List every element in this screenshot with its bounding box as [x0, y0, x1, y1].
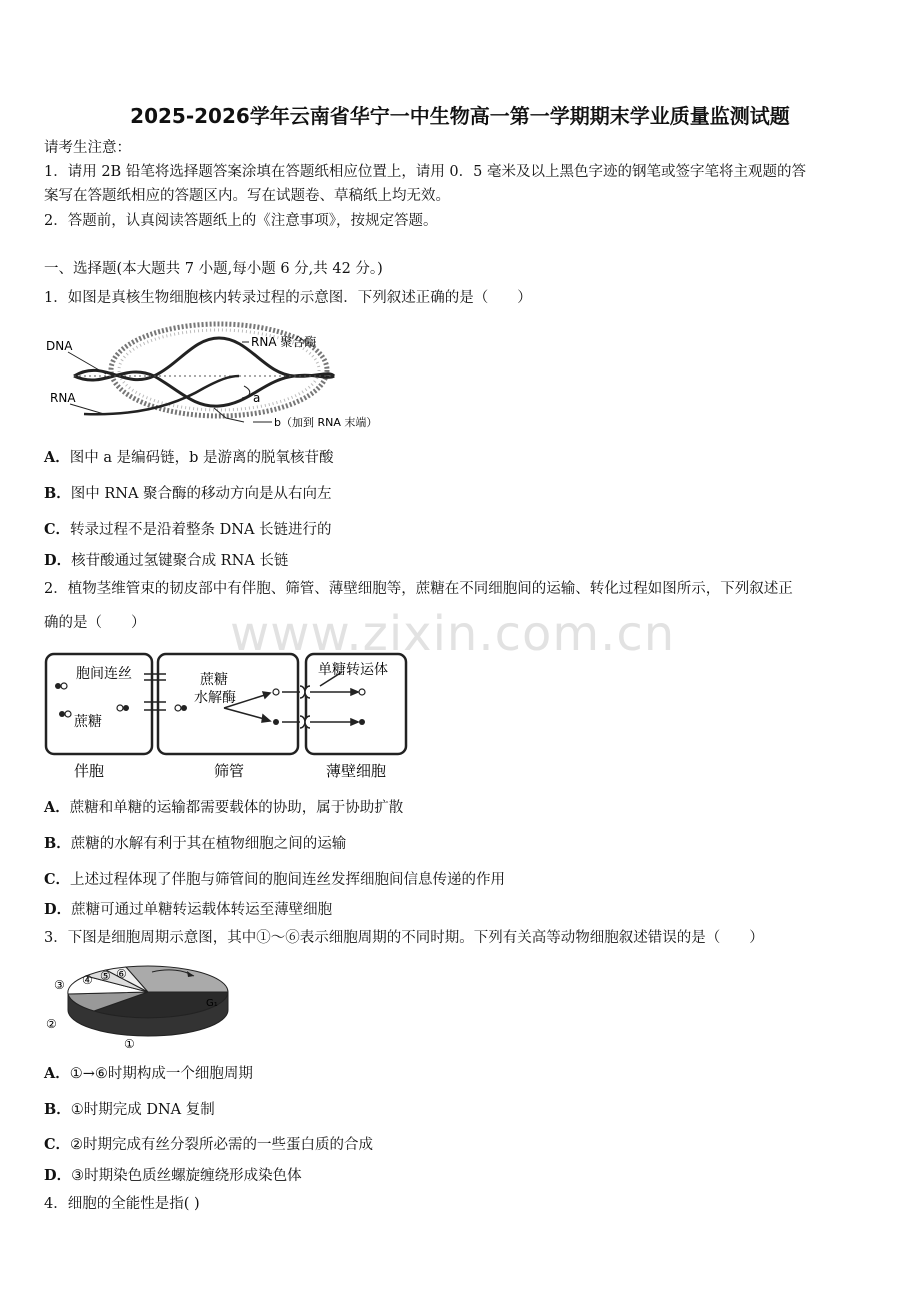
option-text: 图中 a 是编码链，b 是游离的脱氧核苷酸	[69, 450, 334, 466]
plasmodesmata-label: 胞间连丝	[76, 666, 132, 682]
cell-cycle-diagram	[44, 962, 234, 1054]
option-letter: D．	[44, 552, 72, 569]
option-letter: A．	[44, 799, 70, 816]
q1-option-b[interactable]	[44, 482, 332, 503]
sieve-tube-label: 筛管	[214, 762, 245, 780]
notice-item-2: 2．答题前，认真阅读答题纸上的《注意事项》，按规定答题。	[44, 213, 438, 229]
q1-option-c[interactable]	[44, 518, 332, 539]
q3-option-c[interactable]	[44, 1133, 373, 1154]
question-2-stem-cont: 确的是（ ）	[44, 615, 146, 631]
option-letter: D．	[44, 1167, 72, 1184]
option-text: 图中 RNA 聚合酶的移动方向是从右向左	[70, 486, 332, 502]
option-letter: B．	[44, 835, 71, 852]
rna-polymerase-label: RNA 聚合酶	[251, 335, 317, 349]
option-letter: B．	[44, 485, 71, 502]
option-letter: D．	[44, 901, 72, 918]
option-text: 核苷酸通过氢键聚合成 RNA 长链	[71, 553, 289, 569]
q2-option-c[interactable]	[44, 868, 505, 889]
phase-5-label: ⑤	[100, 969, 111, 983]
phase-6-label: ⑥	[116, 967, 127, 981]
option-text: ①时期完成 DNA 复制	[70, 1102, 215, 1118]
option-text: 蔗糖的水解有利于其在植物细胞之间的运输	[70, 836, 347, 852]
option-text: 蔗糖可通过单糖转运载体转运至薄壁细胞	[71, 902, 333, 918]
companion-cell-label: 伴胞	[74, 762, 105, 780]
q2-option-b[interactable]	[44, 832, 346, 853]
option-letter: C．	[44, 521, 71, 538]
notice-item-1: 1．请用 2B 铅笔将选择题答案涂填在答题纸相应位置上，请用 0．5 毫米及以上黑色字迹的钢笔或签字笔将主观题的答	[44, 164, 806, 180]
dna-label: DNA	[46, 339, 73, 353]
option-letter: C．	[44, 871, 71, 888]
option-text: ③时期染色质丝螺旋缠绕形成染色体	[71, 1168, 302, 1184]
option-letter: B．	[44, 1101, 71, 1118]
question-2-stem: 2．植物茎维管束的韧皮部中有伴胞、筛管、薄壁细胞等，蔗糖在不同细胞间的运输、转化过程如图所示，下列叙述正	[44, 581, 793, 597]
option-text: 上述过程体现了伴胞与筛管间的胞间连丝发挥细胞间信息传递的作用	[70, 872, 506, 888]
option-letter: A．	[44, 449, 70, 466]
g1-label: G₁	[206, 998, 218, 1009]
phase-2-label: ②	[46, 1017, 57, 1031]
sucrase-label-1: 蔗糖	[200, 672, 228, 688]
nucleotide-b-label: b（加到 RNA 末端）	[274, 416, 378, 429]
notice-item-1-cont: 案写在答题纸相应的答题区内。写在试题卷、草稿纸上均无效。	[44, 188, 450, 204]
option-text: ①→⑥时期构成一个细胞周期	[69, 1066, 253, 1082]
notice-heading: 请考生注意：	[44, 140, 131, 156]
parenchyma-label: 薄壁细胞	[326, 762, 387, 780]
option-letter: C．	[44, 1136, 71, 1153]
watermark: www.zixin.com.cn	[230, 606, 676, 662]
phase-4-label: ④	[82, 973, 93, 987]
q1-option-d[interactable]	[44, 549, 288, 570]
transporter-label: 单糖转运体	[318, 662, 388, 678]
transcription-diagram	[44, 318, 404, 440]
option-text: ②时期完成有丝分裂所必需的一些蛋白质的合成	[70, 1137, 374, 1153]
phase-3-label: ③	[54, 978, 65, 992]
phase-1-label: ①	[124, 1037, 135, 1051]
q3-option-d[interactable]	[44, 1164, 302, 1185]
option-letter: A．	[44, 1065, 70, 1082]
option-text: 转录过程不是沿着整条 DNA 长链进行的	[70, 522, 332, 538]
page-title: 2025-2026学年云南省华宁一中生物高一第一学期期末学业质量监测试题	[130, 104, 790, 128]
question-1-stem: 1．如图是真核生物细胞核内转录过程的示意图．下列叙述正确的是（ ）	[44, 290, 532, 306]
sucrase-label-2: 水解酶	[194, 690, 236, 706]
q1-option-a[interactable]	[44, 446, 334, 467]
sucrose-transport-diagram	[44, 650, 410, 782]
sucrose-label: 蔗糖	[74, 714, 102, 730]
section-heading: 一、选择题(本大题共 7 小题,每小题 6 分,共 42 分。)	[44, 261, 383, 277]
option-text: 蔗糖和单糖的运输都需要载体的协助，属于协助扩散	[69, 800, 404, 816]
q2-option-d[interactable]	[44, 898, 332, 919]
q2-option-a[interactable]	[44, 796, 403, 817]
q3-option-b[interactable]	[44, 1098, 215, 1119]
q3-option-a[interactable]	[44, 1062, 253, 1083]
question-3-stem: 3．下图是细胞周期示意图，其中①～⑥表示细胞周期的不同时期。下列有关高等动物细胞叙述错误的是（ ）	[44, 930, 764, 946]
strand-a-label: a	[253, 391, 261, 405]
question-4-stem: 4．细胞的全能性是指( )	[44, 1196, 200, 1212]
rna-label: RNA	[50, 391, 76, 405]
